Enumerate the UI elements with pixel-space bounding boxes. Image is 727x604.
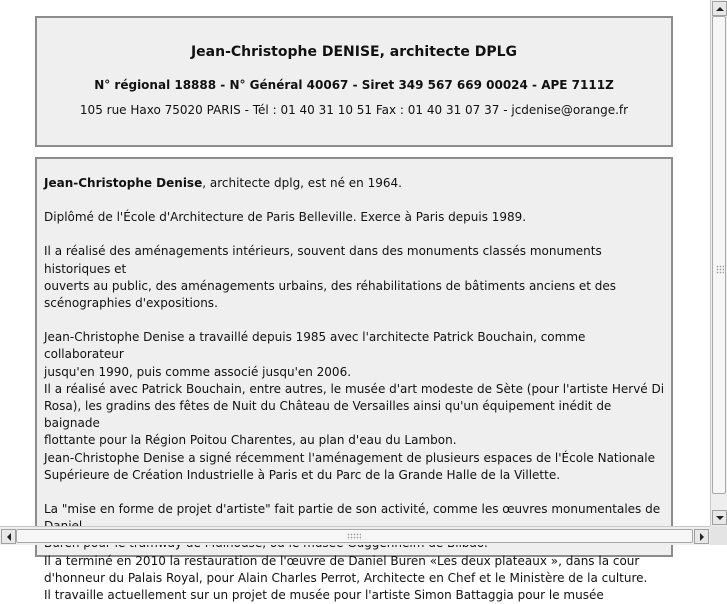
text-line: Rosa), les gradins des fêtes de Nuit du Château de Versailles ainsi qu'un équipement inédit de baignade <box>44 399 612 431</box>
text-line: flottante pour la Région Poitou Charentes, au plan d'eau du Lambon. <box>44 433 457 448</box>
scroll-right-button[interactable] <box>694 529 709 544</box>
horizontal-scrollbar[interactable] <box>0 526 710 545</box>
education-paragraph: Diplômé de l'École d'Architecture de Paris Belleville. Exerce à Paris depuis 1989. <box>44 210 527 225</box>
grip-icon <box>347 533 361 540</box>
scrollbar-corner <box>710 526 727 545</box>
text-line: La "mise en forme de projet d'artiste" fait partie de son activité, comme les œuvres monumentales de <box>44 502 661 517</box>
text-line: scénographies d'expositions. <box>44 296 218 311</box>
text-line: ouverts au public, des aménagements urbains, des réhabilitations de bâtiments anciens et des <box>44 278 617 293</box>
arrow-right-icon <box>700 533 704 541</box>
arrow-down-icon <box>716 516 724 520</box>
header-box <box>35 16 673 147</box>
scroll-left-button[interactable] <box>1 529 16 544</box>
text-line: Il a terminé en 2010 la restauration de l'œuvre de Daniel Buren «Les deux plateaux », dans la cour <box>44 553 640 568</box>
text-line: Il a réalisé des aménagements intérieurs, souvent dans des monuments classés monuments historiques et <box>44 244 602 276</box>
horizontal-scroll-thumb[interactable] <box>16 529 693 543</box>
intro-text: , architecte dplg, est né en 1964. <box>202 176 402 190</box>
architect-name: Jean-Christophe Denise <box>44 176 203 190</box>
text-line: jusqu'en 1990, puis comme associé jusqu'en 2006. <box>44 364 352 379</box>
scroll-down-button[interactable] <box>712 510 727 525</box>
registration-numbers: N° régional 18888 - N° Général 40067 - Siret 349 567 669 00024 - APE 7111Z <box>94 78 614 92</box>
text-line: Supérieure de Création Industrielle à Paris et du Parc de la Grande Halle de la Villette. <box>44 467 561 482</box>
projects-paragraph <box>44 243 665 312</box>
page-title: Jean-Christophe DENISE, architecte DPLG <box>190 44 518 60</box>
text-line: d'honneur du Palais Royal, pour Alain Charles Perrot, Architecte en Chef et le Ministère de la culture. <box>44 570 648 585</box>
contact-address: 105 rue Haxo 75020 PARIS - Tél : 01 40 31 10 51 Fax : 01 40 31 07 37 - jcdenise@orange.fr <box>79 103 629 117</box>
vertical-scroll-thumb[interactable] <box>712 16 726 494</box>
text-line: Jean-Christophe Denise a travaillé depuis 1985 avec l'architecte Patrick Bouchain, comme collaborateur <box>44 330 586 362</box>
grip-icon <box>716 265 724 274</box>
arrow-up-icon <box>716 7 724 11</box>
text-line: Il a réalisé avec Patrick Bouchain, entre autres, le musée d'art modeste de Sète (pour l'artiste Hervé Di <box>44 381 665 396</box>
text-line: Il travaille actuellement sur un projet de musée pour l'artiste Simon Battaggia pour le musée <box>44 588 604 603</box>
arrow-left-icon <box>7 533 11 541</box>
career-paragraph <box>44 329 665 484</box>
text-line: Jean-Christophe Denise a signé récemment l'aménagement de plusieurs espaces de l'École Nationale <box>44 450 655 465</box>
biography-box <box>35 157 673 603</box>
vertical-scrollbar[interactable] <box>710 0 727 526</box>
scroll-up-button[interactable] <box>712 1 727 16</box>
intro-paragraph <box>44 175 665 192</box>
artist-projects-paragraph <box>44 501 665 604</box>
